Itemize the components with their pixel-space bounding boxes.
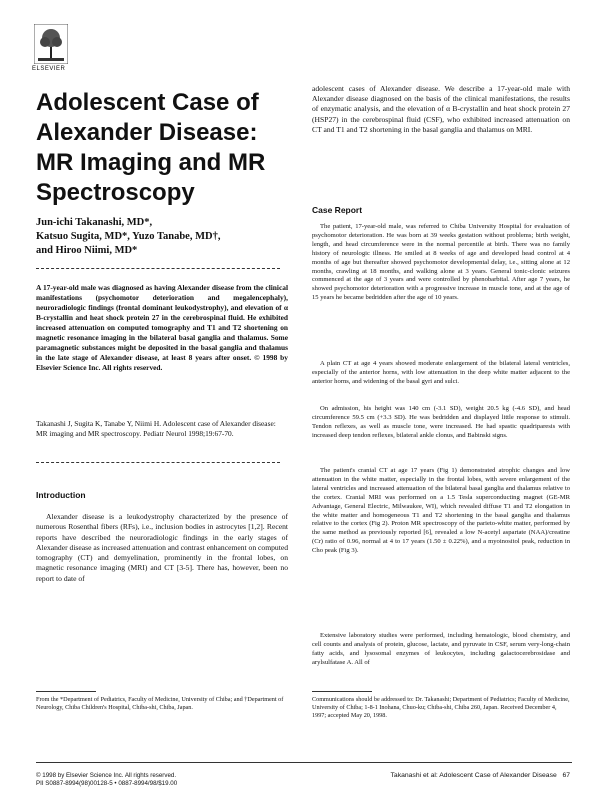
copyright-block (36, 772, 177, 788)
pii-text: PII S0887-8994(98)00128-5 • 0887-8994/98/$19.00 (36, 780, 178, 787)
publisher-name: ELSEVIER (32, 66, 66, 72)
affiliation-footnote: From the *Department of Pediatrics, Faculty of Medicine, University of Chiba; and †Department of Neurology, Chiba Children's Hospital, Chiba-shi, Chiba, Japan. (36, 696, 284, 711)
case-paragraph: The patient's cranial CT at age 17 years (Fig 1) demonstrated atrophic changes and low attenuation in the white matter, especially in the frontal lobes, with severe enlargement of the lateral ventricles and increased attenuation of the bilateral basal ganglia and thalamus relative to the cortex. Cranial MRI was performed on a 1.5 Tesla superconducting magnet (GE-MR Advantage, General Electric, Milwaukee, WI), which revealed diffuse T1 and T2 elongation in the white matter and homogeneous T1 and T2 shortening in the basal ganglia and thalamus relative to the cortex (Fig 2). Proton MR spectroscopy of the parieto-white matter, performed by the same method as previously reported [6], revealed a low N-acetyl aspartate (NAA)/creatine (Cr) ratio of 0.96, normal at 4 to 17 years (1.50 ± 0.22%), and a myoinositol peak, reduction in Cho peak (Fig 3). (312, 467, 570, 555)
case-paragraph: Extensive laboratory studies were performed, including hematologic, blood chemistry, and cell counts and analysis of protein, glucose, lactate, and pyruvate in CSF, serum very-long-chain fatty acids, and lysosomal enzymes of leukocytes, including galactocerebrosidase and arylsulfatase A. All of (312, 632, 570, 666)
column2-intro-text: adolescent cases of Alexander disease. We describe a 17-year-old male with Alexander disease diagnosed on the basis of the clinical manifestations, the results of enzymatic analysis, and the elevation of α B-crystallin and heat shock protein 27 (HSP27) in the cerebrospinal fluid (CSF), who exhibited increased attenuation on CT and T1 and T2 shortening in the basal ganglia and thalamus on MRI. (312, 84, 570, 134)
author-list (36, 216, 286, 258)
running-head: Takanashi et al: Adolescent Case of Alexander Disease (390, 772, 557, 779)
copyright-text: © 1998 by Elsevier Science Inc. All rights reserved. (36, 772, 177, 779)
case-paragraph: The patient, 17-year-old male, was referred to Chiba University Hospital for evaluation of psychomotor deterioration. He was born at 39 weeks gestation without problems; birth weight, length, and head circumference were in the normal percentile at birth. There was no family history of neurologic illness. He smiled at 8 weeks of age and developed head control at 4 months of age but thereafter showed psychomotor developmental delay, i.e., sitting alone at 12 months, crawling at 18 months, and walking alone at 3 years. General tonic-clonic seizures commenced at the age of 3 years and were controlled by phenobarbital. After age 7 years, he showed psychomotor deterioration with a progressive increase in muscle tone, and at the age of 15 years he became bedridden after the age of 10 years. (312, 223, 570, 302)
citation: Takanashi J, Sugita K, Tanabe Y, Niimi H. Adolescent case of Alexander disease: MR imaging and MR spectroscopy. Pediatr Neurol 1998;19:67-70. (36, 419, 276, 439)
introduction-text: Alexander disease is a leukodystrophy characterized by the presence of numerous Rosenthal fibers (RFs), i.e., inclusion bodies in astrocytes [1,2]. Recent reports have described the neuroradiologic findings in the early stages of Alexander disease as increased attenuation and contrast enhancement on computed tomography (CT) and demyelination, prominently in the frontal lobes, on magnetic resonance imaging (MRI) and CT [3-5]. There has, however, been no report to date of (36, 512, 288, 583)
case-paragraph: On admission, his height was 140 cm (-3.1 SD), weight 20.5 kg (-4.6 SD), and head circumference 59.5 cm (+3.3 SD). He was bedridden and displayed little response to stimuli. Tendon reflexes, as well as muscle tone, were increased. He had spastic quadriparesis with increased deep tendon reflexes, bilateral ankle clonus, and Babinski signs. (312, 405, 570, 439)
footnote-divider (36, 691, 96, 692)
running-footer (391, 772, 570, 779)
case-paragraph: A plain CT at age 4 years showed moderate enlargement of the bilateral lateral ventricles, especially of the anterior horns, with low attenuation in the deep white matter adjacent to the anterior horns, and widening of the basal gyri and sulci. (312, 360, 570, 385)
divider (36, 462, 280, 463)
introduction-heading: Introduction (36, 490, 86, 500)
author-line: Jun-ichi Takanashi, MD*, (36, 217, 153, 228)
correspondence-footnote: Communications should be addressed to: Dr. Takanashi; Department of Pediatrics; Faculty of Medicine, University of Chiba; 1-8-1 Inohana, Chuo-ku; Chiba-shi, Chiba 260, Japan. Received December 4, 1997; accepted May 20, 1998. (312, 696, 570, 719)
case-report-heading: Case Report (312, 205, 363, 215)
author-line: Katsuo Sugita, MD*, Yuzo Tanabe, MD†, (36, 231, 221, 242)
footer-divider (36, 762, 572, 763)
article-title: Adolescent Case of Alexander Disease: MR Imaging and MR Spectroscopy (36, 89, 266, 206)
elsevier-tree-icon (34, 24, 68, 64)
author-line: and Hiroo Niimi, MD* (36, 245, 138, 256)
divider (36, 268, 280, 269)
footnote-divider (312, 691, 372, 692)
abstract: A 17-year-old male was diagnosed as having Alexander disease from the clinical manifestations (psychomotor deterioration and megalencephaly), neuroradiologic findings (frontal dominant leukodystrophy), and elevation of α B-crystallin and heat shock protein 27 in the cerebrospinal fluid. He exhibited increased attenuation on computed tomography and T1 and T2 shortening on magnetic resonance imaging in the bilateral basal ganglia and thalamus. Some paramagnetic substances might be deposited in the basal ganglia and thalamus in the late stage of Alexander disease, at least 8 years after onset. © 1998 by Elsevier Science Inc. All rights reserved. (36, 283, 288, 373)
page-number: 67 (562, 772, 570, 779)
